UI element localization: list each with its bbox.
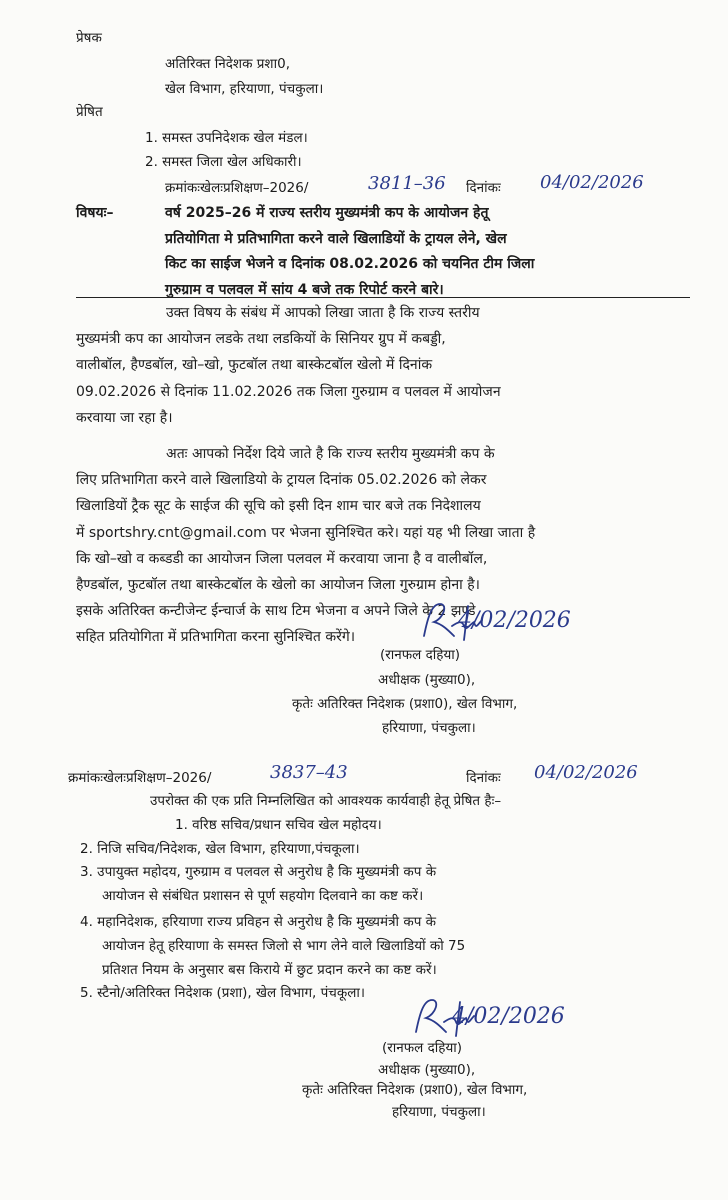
copy-item-line: आयोजन से संबंधित प्रशासन से पूर्ण सहयोग दिलवाने का कष्ट करें।	[102, 888, 424, 904]
date-label: दिनांकः	[466, 180, 501, 196]
paragraph-line: उक्त विषय के संबंध में आपको लिखा जाता है कि राज्य स्तरीय	[166, 305, 480, 321]
paragraph-line: करवाया जा रहा है।	[76, 409, 173, 426]
subject-label: विषयः–	[76, 205, 114, 221]
sender-line-2: खेल विभाग, हरियाणा, पंचकुला।	[165, 81, 324, 97]
paragraph-line: मुख्यमंत्री कप का आयोजन लडके तथा लडकियों के सिनियर ग्रुप में कबड्डी,	[76, 331, 446, 348]
paragraph-line: अतः आपको निर्देश दिये जाते है कि राज्य स्तरीय मुख्यमंत्री कप के	[166, 446, 495, 462]
recipient-2: 2. समस्त जिला खेल अधिकारी।	[145, 154, 302, 170]
recipient-label: प्रेषित	[76, 104, 103, 120]
paragraph-line: हैण्डबॉल, फुटबॉल तथा बास्केटबॉल के खेलो का आयोजन जिला गुरुग्राम होना है।	[76, 577, 480, 594]
copy-item-4	[80, 910, 465, 982]
paragraph-line-email	[76, 520, 535, 546]
copy-item-line: प्रतिशत नियम के अनुसार बस किराये में छुट प्रदान करने का कष्ट करें।	[102, 962, 437, 978]
paragraph-1	[76, 300, 501, 431]
signature-2-for-line-1: कृतेः अतिरिक्त निदेशक (प्रशा0), खेल विभाग,	[302, 1082, 528, 1098]
copy-item-line: आयोजन हेतू हरियाणा के समस्त जिलो से भाग लेने वाले खिलाडियों को 75	[102, 938, 466, 954]
reference-prefix: क्रमांकःखेलःप्रशिक्षण–2026/	[165, 180, 309, 196]
signature-1-for-line-1: कृतेः अतिरिक्त निदेशक (प्रशा0), खेल विभाग,	[292, 696, 518, 712]
copy-reference-number-handwritten: 3837–43	[270, 762, 348, 783]
paragraph-line: कि खो–खो व कब्डडी का आयोजन जिला पलवल में करवाया जाना है व वालीबॉल,	[76, 550, 488, 567]
signature-2-date: 4/02/2026	[452, 1004, 565, 1029]
copy-reference-prefix: क्रमांकःखेलःप्रशिक्षण–2026/	[68, 770, 212, 786]
sender-label: प्रेषक	[76, 30, 102, 46]
subject-line: गुरुग्राम व पलवल में सांय 4 बजे तक रिपोर्ट करने बारे।	[165, 281, 444, 298]
subject-line: किट का साईज भेजने व दिनांक 08.02.2026 को चयनित टीम जिला	[165, 256, 535, 272]
signature-1-designation: अधीक्षक (मुख्या0),	[378, 672, 476, 688]
paragraph-line: खिलाडियों ट्रैक सूट के साईज की सूचि को इसी दिन शाम चार बजे तक निदेशालय	[76, 498, 481, 515]
paragraph-line: इसके अतिरिक्त कन्टीजेन्ट ईन्चार्ज के साथ टिम भेजना व अपने जिले के 2 झण्डे	[76, 603, 476, 620]
paragraph-line: लिए प्रतिभागिता करने वाले खिलाडियो के ट्रायल दिनांक 05.02.2026 को लेकर	[76, 472, 487, 489]
email-suffix: पर भेजना सुनिश्चित करे। यहां यह भी लिखा जाता है	[271, 524, 536, 541]
sender-line-1: अतिरिक्त निदेशक प्रशा0,	[165, 56, 290, 72]
email-link[interactable]: sportshry.cnt@gmail.com	[88, 524, 267, 541]
copy-intro: उपरोक्त की एक प्रति निम्नलिखित को आवश्यक कार्यवाही हेतू प्रेषित हैः–	[150, 793, 502, 809]
signature-1-date: 4/02/2026	[458, 608, 571, 633]
copy-date-handwritten: 04/02/2026	[534, 762, 638, 783]
subject-divider	[76, 297, 690, 298]
signature-1-for-line-2: हरियाणा, पंचकुला।	[382, 720, 476, 736]
subject-line: वर्ष 2025–26 में राज्य स्तरीय मुख्यमंत्री कप के आयोजन हेतू	[165, 205, 489, 221]
subject-text	[165, 201, 534, 303]
paragraph-line: सहित प्रतियोगिता में प्रतिभागिता करना सुनिश्चित करेंगे।	[76, 629, 356, 646]
reference-number-handwritten: 3811–36	[368, 173, 446, 194]
paragraph-line: 09.02.2026 से दिनांक 11.02.2026 तक जिला गुरुग्राम व पलवल में आयोजन	[76, 383, 501, 400]
copy-item-line: 3. उपायुक्त महोदय, गुरुग्राम व पलवल से अनुरोध है कि मुख्यमंत्री कप के	[80, 864, 437, 880]
signature-2-designation: अधीक्षक (मुख्या0),	[378, 1062, 476, 1078]
date-handwritten: 04/02/2026	[540, 172, 644, 193]
recipient-1: 1. समस्त उपनिदेशक खेल मंडल।	[145, 130, 308, 146]
subject-line: प्रतियोगिता मे प्रतिभागिता करने वाले खिलाडियों के ट्रायल लेने, खेल	[165, 230, 507, 247]
copy-date-label: दिनांकः	[466, 770, 501, 786]
copy-item-1: 1. वरिष्ठ सचिव/प्रधान सचिव खेल महोदय।	[175, 817, 382, 833]
copy-item-2: 2. निजि सचिव/निदेशक, खेल विभाग, हरियाणा,पंचकूला।	[80, 841, 360, 857]
copy-item-5: 5. स्टैनो/अतिरिक्त निदेशक (प्रशा), खेल विभाग, पंचकूला।	[80, 985, 366, 1001]
signature-2-for-line-2: हरियाणा, पंचकुला।	[392, 1104, 486, 1120]
signature-1-name: (रानफल दहिया)	[380, 647, 461, 663]
copy-item-line: 4. महानिदेशक, हरियाणा राज्य प्रविहन से अनुरोध है कि मुख्यमंत्री कप के	[80, 914, 437, 930]
email-prefix: में	[76, 524, 85, 541]
paragraph-line: वालीबॉल, हैण्डबॉल, खो–खो, फुटबॉल तथा बास्केटबॉल खेलो में दिनांक	[76, 357, 433, 374]
signature-2-name: (रानफल दहिया)	[382, 1040, 463, 1056]
copy-item-3	[80, 860, 436, 908]
